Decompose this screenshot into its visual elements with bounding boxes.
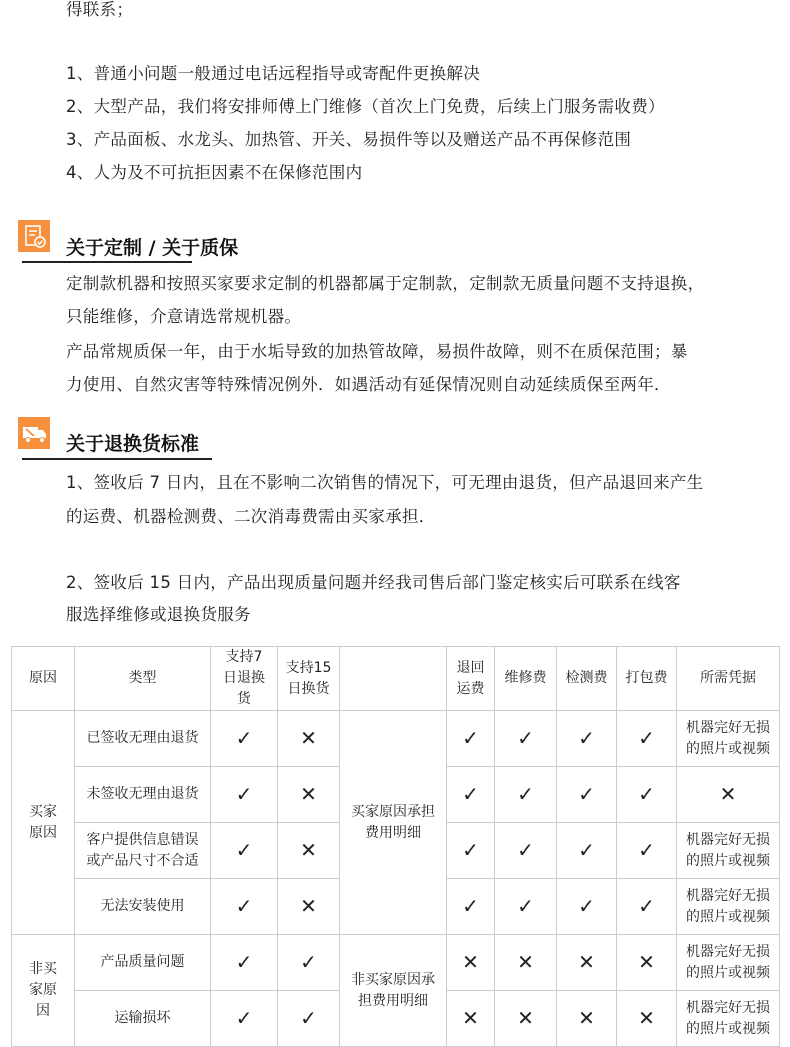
cell-text: ✕ [300,838,317,862]
cell-text: 非买家原因承担费用明细 [351,971,435,1009]
intro-item: 4、人为及不可抗拒因素不在保修范围内 [66,163,363,182]
table-cell [557,991,617,1047]
table-cell [447,879,495,935]
table-cell [12,935,75,1047]
table-cell [75,879,211,935]
table-cell [211,879,278,935]
table-row [12,935,780,991]
table-cell [447,935,495,991]
table-cell [12,711,75,935]
paragraph-line: 力使用、自然灾害等特殊情况例外．如遇活动有延保情况则自动延续质保至两年． [66,375,671,394]
cell-text: ✓ [300,1006,317,1030]
table-cell [278,935,340,991]
header-cell [340,647,447,711]
cell-text: 客户提供信息错误或产品尺寸不合适 [86,831,199,869]
table-cell [557,711,617,767]
cell-text: 无法安装使用 [100,898,185,914]
table-cell [447,823,495,879]
table-cell [617,991,677,1047]
cell-text: ✓ [235,782,253,806]
table-cell [278,823,340,879]
header-text: 退回运费 [456,659,485,697]
table-header-row [12,647,780,711]
table-cell [557,935,617,991]
paragraph-line: 的运费、机器检测费、二次消毒费需由买家承担． [66,507,436,526]
table-row [12,711,780,767]
header-cell [447,647,495,711]
cell-text: 未签收无理由退货 [86,786,199,802]
cell-text: ✓ [462,838,479,862]
table-cell [617,823,677,879]
table-cell [557,823,617,879]
table-cell [617,711,677,767]
cell-text: 非买家原因 [29,961,57,1019]
table-cell [617,935,677,991]
cell-text: ✕ [300,782,317,806]
intro-item: 1、普通小问题一般通过电话远程指导或寄配件更换解决 [66,64,480,83]
divider [22,458,212,460]
table-cell [677,711,780,767]
header-cell: 检测费 [557,647,617,711]
table-cell [677,823,780,879]
table-cell [340,935,447,1047]
header-cell: 维修费 [495,647,557,711]
header-cell: 类型 [75,647,211,711]
cell-text: 买家原因承担费用明细 [351,803,435,841]
cell-text: ✓ [517,838,534,862]
table-cell [677,935,780,991]
header-cell [211,647,278,711]
paragraph-line: 1、签收后 7 日内，且在不影响二次销售的情况下，可无理由退货，但产品退回来产生 [66,473,704,492]
table-cell [278,879,340,935]
table-cell [495,767,557,823]
cell-text: ✕ [719,782,737,806]
cell-text: ✓ [462,726,479,750]
table-cell [211,823,278,879]
cell-text: ✕ [462,950,479,974]
table-cell [495,991,557,1047]
cell-text: ✓ [300,950,317,974]
cell-text: ✕ [300,726,317,750]
cell-text: ✕ [462,1006,479,1030]
cell-text: ✓ [578,894,595,918]
table-cell [557,767,617,823]
cell-text: ✓ [235,950,253,974]
cell-text: ✓ [517,894,534,918]
table-cell [278,767,340,823]
table-cell [278,991,340,1047]
cell-text: 买家原因 [29,803,57,841]
section-title: 关于退换货标准 [66,433,200,455]
table-cell [211,711,278,767]
cell-text: ✕ [517,1006,534,1030]
table-cell [617,879,677,935]
table-cell [75,991,211,1047]
cell-text: ✓ [638,894,655,918]
cell-text: 产品质量问题 [100,954,185,970]
cell-text: ✓ [235,894,253,918]
table-cell [447,991,495,1047]
table-cell [211,991,278,1047]
table-cell [557,879,617,935]
table-cell [495,935,557,991]
table-cell [211,935,278,991]
cell-text: ✓ [517,726,534,750]
cell-text: ✓ [462,782,479,806]
cell-text: ✓ [235,838,253,862]
top-fragment: 得联系； [66,0,134,19]
cell-text: 运输损坏 [114,1010,171,1026]
intro-item: 3、产品面板、水龙头、加热管、开关、易损件等以及赠送产品不再保修范围 [66,130,632,149]
table-cell [677,767,780,823]
table-cell [617,767,677,823]
cell-text: ✓ [578,726,595,750]
cell-text: ✓ [235,1006,253,1030]
table-cell [211,767,278,823]
table-cell [75,935,211,991]
cell-text: 机器完好无损的照片或视频 [686,719,770,757]
cell-text: ✕ [578,950,595,974]
table-cell [340,711,447,935]
document-check-icon [18,220,50,252]
paragraph-line: 2、签收后 15 日内，产品出现质量问题并经我司售后部门鉴定核实后可联系在线客 [66,573,681,592]
cell-text: ✕ [517,950,534,974]
table-cell [677,879,780,935]
paragraph-line: 定制款机器和按照买家要求定制的机器都属于定制款，定制款无质量问题不支持退换， [66,274,705,293]
table-cell [75,767,211,823]
header-cell [278,647,340,711]
table-cell [677,991,780,1047]
cell-text: ✕ [578,1006,595,1030]
cell-text: ✕ [300,894,317,918]
cell-text: ✓ [235,726,253,750]
cell-text: 机器完好无损的照片或视频 [686,943,770,981]
table-cell [278,711,340,767]
cell-text: ✓ [462,894,479,918]
header-cell: 所需凭据 [677,647,780,711]
cell-text: 机器完好无损的照片或视频 [686,831,770,869]
cell-text: ✓ [638,782,655,806]
table-cell [495,879,557,935]
return-policy-table [11,646,780,1047]
cell-text: ✓ [578,838,595,862]
table-cell [495,711,557,767]
cell-text: 机器完好无损的照片或视频 [686,999,770,1037]
table-cell [75,711,211,767]
header-text: 支持15日换货 [285,659,332,697]
paragraph-line: 只能维修，介意请选常规机器。 [66,307,302,326]
header-text: 支持7日退换货 [223,649,265,707]
header-cell: 原因 [12,647,75,711]
paragraph-line: 服选择维修或退换货服务 [66,605,251,624]
truck-wrench-icon [18,417,50,449]
table-cell [447,767,495,823]
intro-item: 2、大型产品，我们将安排师傅上门维修（首次上门免费，后续上门服务需收费） [66,97,665,116]
cell-text: ✓ [638,726,655,750]
table-cell [75,823,211,879]
cell-text: 机器完好无损的照片或视频 [686,887,770,925]
table-cell [447,711,495,767]
divider [22,261,192,263]
paragraph-line: 产品常规质保一年，由于水垢导致的加热管故障，易损件故障，则不在质保范围；暴 [66,342,688,361]
cell-text: ✓ [517,782,534,806]
cell-text: ✕ [638,950,655,974]
cell-text: ✓ [638,838,655,862]
cell-text: ✕ [638,1006,655,1030]
section-title: 关于定制 / 关于质保 [66,237,239,259]
cell-text: ✓ [578,782,595,806]
header-cell: 打包费 [617,647,677,711]
cell-text: 已签收无理由退货 [86,730,199,746]
table-cell [495,823,557,879]
